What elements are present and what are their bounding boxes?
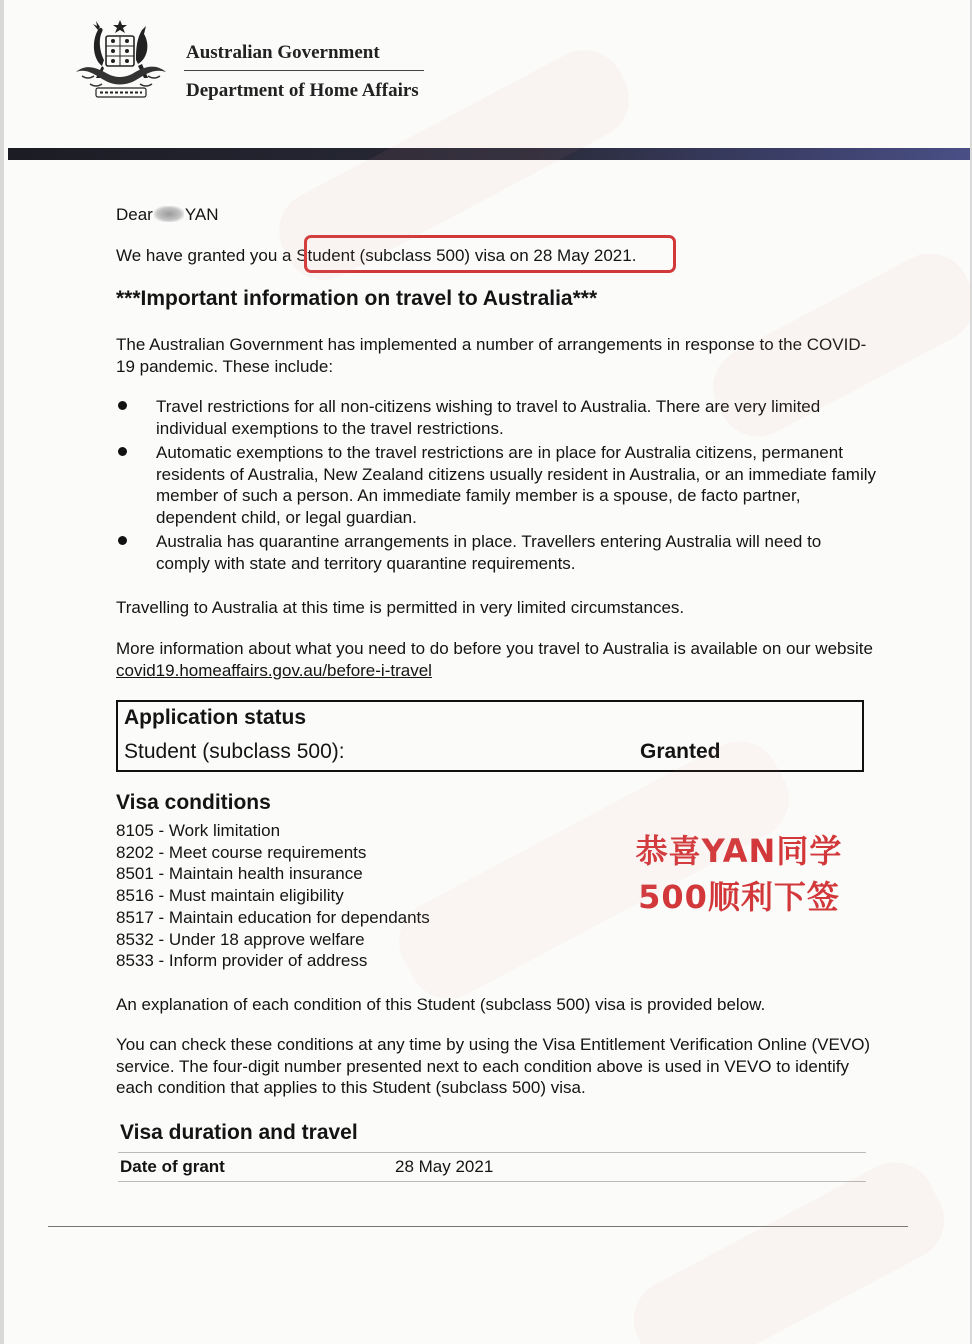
congratulations-overlay [624, 828, 854, 920]
coat-of-arms-logo [62, 18, 180, 102]
footer-divider [48, 1226, 908, 1227]
list-item: 8516 - Must maintain eligibility [116, 886, 344, 906]
list-item: 8532 - Under 18 approve welfare [116, 929, 365, 949]
bullet-icon [118, 536, 127, 545]
application-status-label: Student (subclass 500): [124, 740, 345, 763]
important-info-heading: ***Important information on travel to Australia*** [116, 287, 598, 310]
divider [118, 1181, 866, 1182]
list-item: 8501 - Maintain health insurance [116, 864, 363, 884]
grant-statement-prefix: We have granted you a [116, 246, 292, 265]
grant-statement-highlight: Student (subclass 500) visa on 28 May 2021. [296, 246, 637, 265]
list-item: 8533 - Inform provider of address [116, 951, 368, 971]
more-info-link[interactable]: covid19.homeaffairs.gov.au/before-i-travel [116, 660, 432, 680]
list-item: 8202 - Meet course requirements [116, 842, 367, 862]
list-item: Travel restrictions for all non-citizens wishing to travel to Australia. There are very limited individual exemptions to the travel restrictions. [116, 396, 876, 439]
list-item: 8517 - Maintain education for dependants [116, 907, 430, 927]
watermark-shape [620, 1148, 958, 1344]
conditions-explanation: An explanation of each condition of this Student (subclass 500) visa is provided below. [116, 995, 766, 1014]
application-status-title: Application status [124, 706, 307, 729]
more-info-text: More information about what you need to do before you travel to Australia is available on our website [116, 639, 873, 658]
congratulations-line-1: 恭喜YAN同学 [635, 832, 843, 870]
salutation [116, 204, 219, 226]
list-item: 8105 - Work limitation [116, 821, 281, 840]
travel-permitted-paragraph: Travelling to Australia at this time is permitted in very limited circumstances. [116, 598, 685, 617]
salutation-name: YAN [184, 205, 219, 224]
date-of-grant-label: Date of grant [120, 1157, 225, 1176]
list-item: Automatic exemptions to the travel restrictions are in place for Australia citizens, permanent residents of Australia, New Zealand citizens usually resident in Australia, or an immediate family member of such a person. An immediate family member is a spouse, de facto partner, dependent child, or legal guardian. [116, 442, 876, 528]
list-item: Australia has quarantine arrangements in place. Travellers entering Australia will need to comply with state and territory quarantine requirements. [116, 531, 876, 574]
highlight-annotation-box [304, 235, 676, 273]
visa-duration-heading: Visa duration and travel [120, 1121, 358, 1144]
government-name: Australian Government [186, 42, 380, 63]
application-status-value: Granted [640, 740, 721, 763]
application-status-box [116, 700, 864, 772]
more-info-paragraph [116, 638, 876, 681]
header-banner-bar [8, 148, 970, 160]
header-divider [184, 70, 424, 71]
covid-intro-paragraph: The Australian Government has implemented a number of arrangements in response to the COVID-19 pandemic. These include: [116, 335, 867, 376]
vevo-note: You can check these conditions at any time by using the Visa Entitlement Verification Online (VEVO) service. The four-digit number presented next to each condition above is used in VEVO to identify each condition that applies to this Student (subclass 500) visa. [116, 1035, 871, 1097]
department-name: Department of Home Affairs [186, 80, 419, 101]
redacted-name-blur [154, 206, 184, 222]
divider [118, 1152, 866, 1153]
salutation-prefix: Dear [116, 205, 153, 224]
date-of-grant-value: 28 May 2021 [395, 1157, 494, 1176]
bullet-icon [118, 401, 127, 410]
congratulations-line-2: 500顺利下签 [638, 878, 840, 916]
covid-arrangements-list [116, 396, 876, 577]
letter-page [4, 0, 970, 1344]
bullet-icon [118, 447, 127, 456]
visa-conditions-list [116, 820, 430, 972]
visa-conditions-heading: Visa conditions [116, 791, 271, 814]
